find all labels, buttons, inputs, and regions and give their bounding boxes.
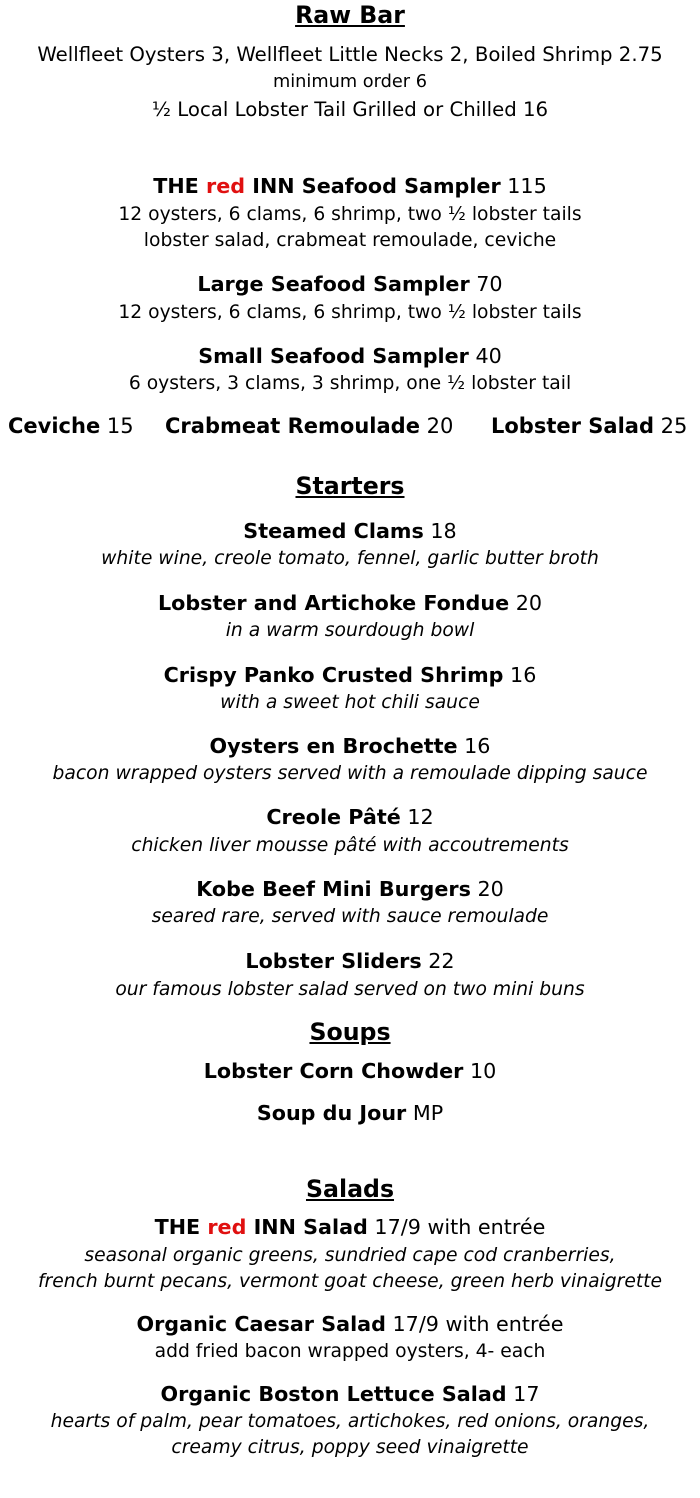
starter-desc: our famous lobster salad served on two mini buns [115,979,585,1000]
starter-item [0,947,700,975]
sampler-red-inn [0,172,700,200]
starter-desc: in a warm sourdough bowl [225,620,475,641]
starter-desc: white wine, creole tomato, fennel, garlic butter broth [101,548,599,569]
salad-caesar [0,1310,700,1338]
sampler-red-inn-name-b: INN Seafood Sampler [245,174,501,198]
sampler-red-inn-desc-2: lobster salad, crabmeat remoulade, ceviche [143,230,557,251]
salad-red-inn-name-b: INN Salad [246,1215,368,1239]
sampler-small [0,342,700,370]
starter-item [0,732,700,760]
raw-bar-line-2: minimum order 6 [272,72,427,92]
sampler-red-inn-desc-1: 12 oysters, 6 clams, 6 shrimp, two ½ lobster tails [118,204,582,225]
starter-name: Steamed Clams [243,519,424,543]
starter-price: 16 [503,663,537,687]
extra-lobster-salad [491,412,687,440]
salad-red-inn-name-red: red [207,1215,247,1239]
starter-name: Lobster and Artichoke Fondue [157,591,510,615]
sampler-red-inn-name-a: THE [153,174,207,198]
sampler-red-inn-price: 115 [500,174,547,198]
salad-boston-price: 17 [506,1382,540,1406]
starter-desc: seared rare, served with sauce remoulade [151,906,549,927]
soup-price: MP [406,1101,444,1125]
salad-boston-desc-1: hearts of palm, pear tomatoes, artichokes, red onions, oranges, [50,1411,650,1432]
extra-crabmeat-remoulade [165,412,453,440]
extra-ceviche [8,412,134,440]
extra-ceviche-name: Ceviche [8,414,101,438]
salad-red-inn-desc-2: french burnt pecans, vermont goat cheese, green herb vinaigrette [37,1271,663,1292]
soup-price: 10 [463,1059,497,1083]
salad-boston-lettuce [0,1380,700,1408]
sampler-red-inn-name-red: red [206,174,246,198]
starters-heading: Starters [295,472,405,500]
starter-name: Crispy Panko Crusted Shrimp [163,663,504,687]
starter-desc: chicken liver mousse pâté with accoutrements [131,835,569,856]
starter-price: 20 [470,877,504,901]
extra-lobster-salad-price: 25 [654,414,688,438]
starter-item [0,661,700,689]
sampler-large-name: Large Seafood Sampler [197,272,470,296]
extra-lobster-salad-name: Lobster Salad [491,414,654,438]
starter-price: 18 [423,519,457,543]
sampler-large [0,270,700,298]
sampler-large-desc: 12 oysters, 6 clams, 6 shrimp, two ½ lobster tails [118,302,582,323]
starter-price: 16 [457,734,491,758]
starter-item [0,589,700,617]
salad-boston-desc-2: creamy citrus, poppy seed vinaigrette [171,1437,529,1458]
starter-name: Kobe Beef Mini Burgers [196,877,471,901]
starter-name: Lobster Sliders [245,949,422,973]
sampler-small-price: 40 [468,344,502,368]
soup-name: Lobster Corn Chowder [203,1059,464,1083]
salad-red-inn-desc-1: seasonal organic greens, sundried cape cod cranberries, [84,1245,616,1266]
starter-price: 12 [400,805,434,829]
salad-red-inn-price: 17/9 with entrée [367,1215,546,1239]
soup-item [0,1057,700,1085]
sampler-large-price: 70 [469,272,503,296]
soup-name: Soup du Jour [256,1101,407,1125]
starter-item [0,875,700,903]
salad-caesar-desc: add fried bacon wrapped oysters, 4- each [154,1341,546,1362]
starter-item [0,517,700,545]
starter-price: 20 [509,591,543,615]
salads-heading: Salads [305,1175,395,1203]
salad-caesar-name: Organic Caesar Salad [136,1312,386,1336]
raw-bar-heading: Raw Bar [295,1,405,29]
extra-ceviche-price: 15 [100,414,134,438]
sampler-small-desc: 6 oysters, 3 clams, 3 shrimp, one ½ lobster tail [128,373,572,394]
raw-bar-line-3: ½ Local Lobster Tail Grilled or Chilled 16 [151,98,549,121]
extra-crabmeat-price: 20 [419,414,454,438]
salad-caesar-price: 17/9 with entrée [385,1312,564,1336]
extra-crabmeat-name: Crabmeat Remoulade [165,414,420,438]
starter-desc: bacon wrapped oysters served with a remoulade dipping sauce [52,763,648,784]
soups-heading: Soups [309,1018,391,1046]
starter-name: Creole Pâté [266,805,401,829]
starter-desc: with a sweet hot chili sauce [220,692,480,713]
salad-red-inn [0,1213,700,1241]
salad-red-inn-name-a: THE [154,1215,208,1239]
sampler-small-name: Small Seafood Sampler [198,344,469,368]
starter-price: 22 [421,949,455,973]
salad-boston-name: Organic Boston Lettuce Salad [160,1382,507,1406]
soup-item [0,1099,700,1127]
starter-name: Oysters en Brochette [209,734,458,758]
starter-item [0,803,700,831]
raw-bar-line-1: Wellfleet Oysters 3, Wellfleet Little Necks 2, Boiled Shrimp 2.75 [37,43,663,66]
